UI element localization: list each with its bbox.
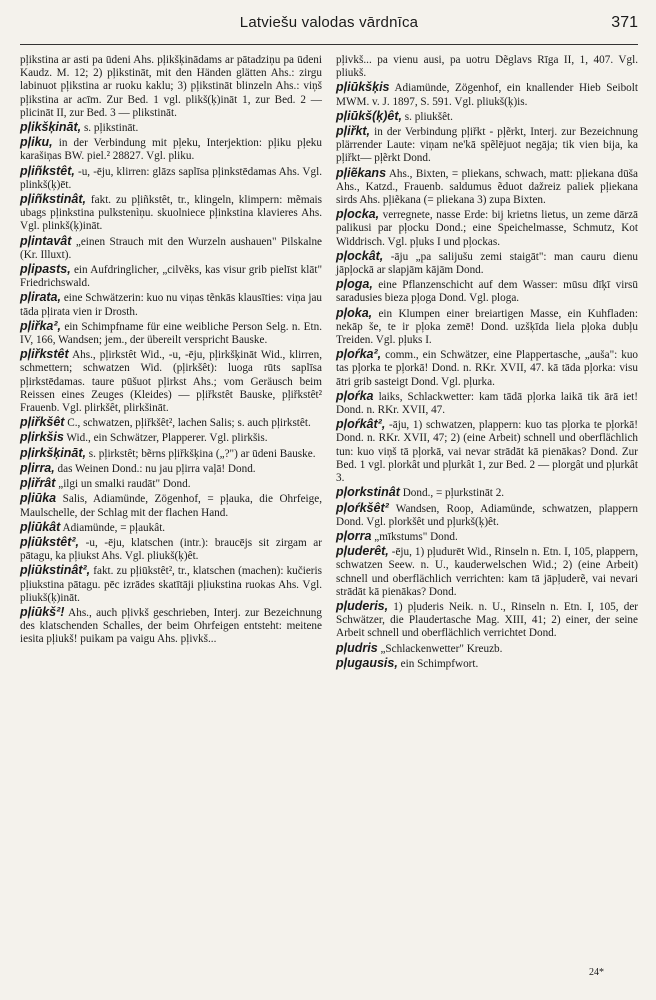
entry-definition: Wid., ein Schwätzer, Plapperer. Vgl. plirkšis. <box>66 432 268 445</box>
entry-definition: „Schlackenwetter" Kreuzb. <box>380 642 503 655</box>
entry-headword: pļiūka <box>20 491 57 506</box>
dictionary-entry <box>336 545 638 599</box>
dictionary-entry <box>20 121 322 135</box>
entry-definition: -u, -ēju, klatschen (intr.): braucējs sit zirgam ar pātagu, ka pļiukst Ahs. Vgl. pliukš(ķ)êt. <box>20 536 322 563</box>
running-title: Latviešu valodas vārdnīca <box>239 14 419 31</box>
entry-headword: pļiūkš(ķ)êt, <box>336 108 402 123</box>
entry-headword: pļiñkstinât, <box>20 192 86 207</box>
dictionary-entry <box>20 416 322 430</box>
entry-headword: pļorkstinât <box>336 485 400 500</box>
dictionary-entry <box>336 125 638 166</box>
dictionary-entry <box>336 53 638 80</box>
header-rule <box>20 44 638 45</box>
entry-definition: Ahs., Bixten, = pliekans, schwach, matt: pļiekana dūša Ahs., Katzd., Frauenb. saldumus ẽduot dažreiz paliek pļiekana sirds Ahs. pļiẽkana (= pliekana 3) zupa Bixten. <box>336 167 638 207</box>
dictionary-entry <box>336 530 638 544</box>
dictionary-entry <box>336 657 638 671</box>
dictionary-entry <box>20 235 322 262</box>
entry-headword: pļiūkstêt², <box>20 534 80 549</box>
dictionary-entry <box>20 477 322 491</box>
entry-definition: ein Klumpen einer breiartigen Masse, ein Kuhfladen: nekāp še, te ir pļoka zemē! Dond. uzšķīda liela pļoka dubļu Treiden. Vgl. pļuks I. <box>336 307 638 347</box>
entry-headword: pļirata, <box>20 290 61 305</box>
dictionary-entry <box>20 521 322 535</box>
dictionary-entry <box>336 250 638 277</box>
dictionary-entry <box>20 492 322 519</box>
entry-definition: Dond., = pļurkstināt 2. <box>402 487 505 500</box>
entry-definition: ein Schimpfwort. <box>400 657 479 670</box>
dictionary-entry <box>20 53 322 120</box>
entry-definition: Ahs., pļirkstêt Wid., -u, -ēju, pļirkšķināt Wid., klirren, schmettern; schwatzen Wid. (pļirkšêt): luoga rūts saplīsa pļirkstēdamas. taure pūšuot pļirkst Ahs.; vom Geräusch beim Reissen eines Zeuges (Kleides) — pļiřkstêt Bauske, pļiřkstêt² Frauenb. Vgl. plirkšêt, plirkšināt. <box>20 349 322 415</box>
entry-definition: -ēju, 1) pļudurēt Wid., Rinseln n. Etn. I, 105, plappern, schwatzen Seew. n. U., kauderwelschen Wid.; 2) (eine Arbeit) schnell und oberflächlich verrichten: kam tā jāpļuderẽ, vai nevari strādāt kā pienākas? Dond. <box>336 546 639 598</box>
entry-definition: -āju „pa salijušu zemi staigāt": man cauru dienu jāpļockā ar slapjām kājām Dond. <box>336 250 639 277</box>
entry-definition: „ilgi un smalki raudāt" Dond. <box>58 478 191 491</box>
entry-definition: pļivkš... pa vienu ausi, pa uotru Dẽglavs Rīga II, 1, 407. Vgl. pliukš. <box>336 54 638 80</box>
dictionary-entry <box>336 110 638 124</box>
entry-definition: ein Schimpfname für eine weibliche Person Selg. n. Etn. IV, 166, Wandsen; jem., der übereilt verspricht Bauske. <box>20 320 322 347</box>
dictionary-entry <box>20 320 322 347</box>
two-column-body <box>20 53 638 672</box>
right-column <box>336 53 638 672</box>
entry-headword: pļoka, <box>336 305 373 320</box>
entry-definition: fakt. zu pļiūkstêt², tr., klatschen (machen): kučieris pļiukstina pātagu. pēc izrādes skatītāji pļiukstina ruokas Ahs. Vgl. pliukš(ķ)ināt. <box>20 565 322 604</box>
entry-definition: -u, -ēju, klirren: glāzs saplīsa pļinkstēdamas Ahs. Vgl. plinkš(ķ)ēt. <box>20 165 322 191</box>
entry-headword: pļiūkstinât², <box>20 563 91 578</box>
entry-definition: Adiamünde, = pļaukât. <box>62 521 166 534</box>
dictionary-entry <box>336 600 638 641</box>
entry-headword: pļiřkt, <box>336 124 371 139</box>
entry-definition: pļikstina ar asti pa ūdeni Ahs. pļikšķinādams ar pātadziņu pa ūdeni Kaudz. M. 12; 2) pļikstināt, mit den Händen glätten Ahs.: zirgu labinuot pļikstina ar ruoku kaklu; 3) pļikstināt blinzeln Ahs.: viņš pļikstina ar acīm. Zur Bed. 1 vgl. plikš(ķ)ināt 1, zur Bed. 2 — plicināt II, zur Bed. 3 — plikstināt. <box>20 54 322 119</box>
dictionary-entry <box>20 462 322 476</box>
entry-headword: pļiūkš²! <box>20 604 65 619</box>
dictionary-entry <box>20 447 322 461</box>
dictionary-entry <box>336 486 638 500</box>
entry-definition: comm., ein Schwätzer, eine Plappertasche, „auša": kuo tas pļorka te pļorkā! Dond. n. RKr. XVII, 47. kā tāda pļorka: visu ātri grib sasteigt Dond. Vgl. pļurka. <box>336 349 639 388</box>
entry-headword: pļirra, <box>20 460 55 475</box>
entry-headword: pļiřkšêt <box>20 415 65 430</box>
entry-definition: Wandsen, Roop, Adiamünde, schwatzen, plappern Dond. Vgl. plorkšêt und pļurkš(ķ)êt. <box>336 502 638 528</box>
dictionary-entry <box>336 208 638 249</box>
entry-headword: pļoŕka², <box>336 347 382 362</box>
dictionary-entry <box>336 167 638 208</box>
entry-headword: pļiku, <box>20 135 53 150</box>
entry-headword: pļoŕkšêt² <box>336 500 389 515</box>
entry-definition: laiks, Schlackwetter: kam tādā pļorka laikā tik ārā iet! Dond. n. RKr. XVII, 47. <box>336 390 639 417</box>
entry-definition: eine Schwätzerin: kuo nu viņas tẽnkās klausīties: viņa jau tāda pļirata vien ir Drosth. <box>20 292 323 318</box>
dictionary-entry <box>20 431 322 445</box>
entry-definition: das Weinen Dond.: nu jau pļirra vaļā! Dond. <box>57 462 256 475</box>
entry-headword: pļuderêt, <box>336 544 389 559</box>
dictionary-entry <box>20 564 322 605</box>
entry-headword: pļirkšis <box>20 430 64 445</box>
dictionary-entry <box>336 348 638 389</box>
entry-definition: in der Verbindung mit pļeku, Interjektion: pļiku pļeku karašiņas BW. piel.² 28827. Vgl. pliku. <box>20 137 322 163</box>
entry-definition: s. pļirkstêt; bẽrns pļiřkšķina („?") ar ūdeni Bauske. <box>88 447 316 460</box>
entry-definition: s. pliukšêt. <box>404 110 453 123</box>
entry-definition: in der Verbindung pļiřkt - pļẽrkt, Interj. zur Bezeichnung plärrender Laute: viņam ne'kā spẽlējuot negāja; tik vien bija, ka pļiřkt— pļẽrkt Dond. <box>336 126 638 165</box>
entry-definition: Ahs., auch pļivkš geschrieben, Interj. zur Bezeichnung des klatschenden Schalles, der beim Ohrfeigen entsteht: meitene iesita pļiukš! puikam pa vaigu Ahs. pļivkš... <box>20 606 322 646</box>
dictionary-entry <box>336 81 638 108</box>
entry-headword: pļoŕkât², <box>336 417 386 432</box>
entry-headword: pļintavât <box>20 233 72 248</box>
entry-definition: ein Aufdringlicher, „cilvẽks, kas visur grib pielīst klāt" Friedrichswald. <box>20 264 323 290</box>
printer-signature-mark: 24* <box>589 967 604 978</box>
dictionary-entry <box>20 165 322 192</box>
left-column <box>20 53 322 672</box>
dictionary-entry <box>20 291 322 318</box>
entry-headword: pļocka, <box>336 207 380 222</box>
dictionary-entry <box>20 136 322 163</box>
entry-definition: Adiamünde, Zögenhof, ein knallender Hieb Seibolt MWM. v. J. 1897, S. 591. Vgl. pliukš(ķ)is. <box>336 82 638 108</box>
entry-headword: pļiūkât <box>20 519 61 534</box>
entry-definition: 1) pļuderis Neik. n. U., Rinseln n. Etn. I, 105, der Schwätzer, die Plaudertasche Mag. XIII, 41; 2) einer, der seine Arbeit schnell und oberflächlich verrichtet Dond. <box>336 600 639 640</box>
entry-definition: fakt. zu pļiñkstêt, tr., klingeln, klimpern: mẽmais ubags pļinkstina pulkstenìņu. skuolniece pļinkstina klavieres Ahs. Vgl. plinkš(ķ)ināt. <box>20 194 323 233</box>
dictionary-entry <box>336 278 638 305</box>
entry-headword: pļuderis, <box>336 598 389 613</box>
entry-headword: pļiẽkans <box>336 165 387 180</box>
page-number: 371 <box>611 14 638 31</box>
entry-definition: „einen Strauch mit den Wurzeln aushauen" Pilskalne (Kr. Illuxt). <box>20 235 323 261</box>
entry-headword: pļoŕka <box>336 388 374 403</box>
entry-definition: Salis, Adiamünde, Zögenhof, = pļauka, die Ohrfeige, Maulschelle, der Schlag mit der flachen Hand. <box>20 493 322 519</box>
entry-headword: pļiūkšķis <box>336 80 390 95</box>
dictionary-entry <box>20 263 322 290</box>
entry-headword: pļikšķināt, <box>20 120 82 135</box>
entry-headword: pļorra <box>336 528 372 543</box>
entry-definition: -āju, 1) schwatzen, plappern: kuo tas pļorka te pļorkā! Dond. n. RKr. XVII, 47; 2) (eine Arbeit) schnell und oberflächlich tun: kuo viņš tā pļorkā, vai nevar strādāt kā pienākas? Dond. Zur Bed. 1 vgl. plorkât und pļurkât 1, zur Bed. 2 — plorgât und pļurkât 3. <box>336 419 638 485</box>
dictionary-entry <box>20 348 322 415</box>
dictionary-entry <box>336 307 638 348</box>
entry-definition: „mīkstums" Dond. <box>374 530 458 543</box>
entry-headword: pļiřrât <box>20 476 56 491</box>
dictionary-entry <box>20 606 322 647</box>
entry-headword: pļiřkstêt <box>20 347 69 362</box>
dictionary-entry <box>336 502 638 529</box>
dictionary-entry <box>20 193 322 234</box>
page-header <box>20 14 638 44</box>
dictionary-entry <box>336 390 638 417</box>
entry-headword: pļugausis, <box>336 655 398 670</box>
entry-definition: C., schwatzen, pļiřkšêt², lachen Salis; s. auch pļirkstêt. <box>67 417 311 430</box>
entry-headword: pļiñkstêt, <box>20 163 75 178</box>
entry-headword: pļiřka², <box>20 318 61 333</box>
entry-headword: pļirkšķināt, <box>20 445 86 460</box>
entry-definition: verregnete, nasse Erde: bij krietns lietus, un zeme dārzā palikusi par pļocku Dond.; eine Speichelmasse, Schmutz, Kot Widdrisch. Vgl. pļuks I und pļockas. <box>336 209 638 248</box>
dictionary-entry <box>20 536 322 563</box>
dictionary-entry <box>336 418 638 485</box>
entry-headword: pļipasts, <box>20 262 71 277</box>
entry-headword: pļudris <box>336 640 378 655</box>
entry-headword: pļockât, <box>336 248 384 263</box>
entry-headword: pļoga, <box>336 277 373 292</box>
entry-definition: s. pļikstināt. <box>83 122 139 135</box>
dictionary-entry <box>336 642 638 656</box>
entry-definition: eine Pflanzenschicht auf dem Wasser: mūsu dīķī virsū saradusies bieza pļoga Dond. Vgl. ploga. <box>336 279 638 305</box>
